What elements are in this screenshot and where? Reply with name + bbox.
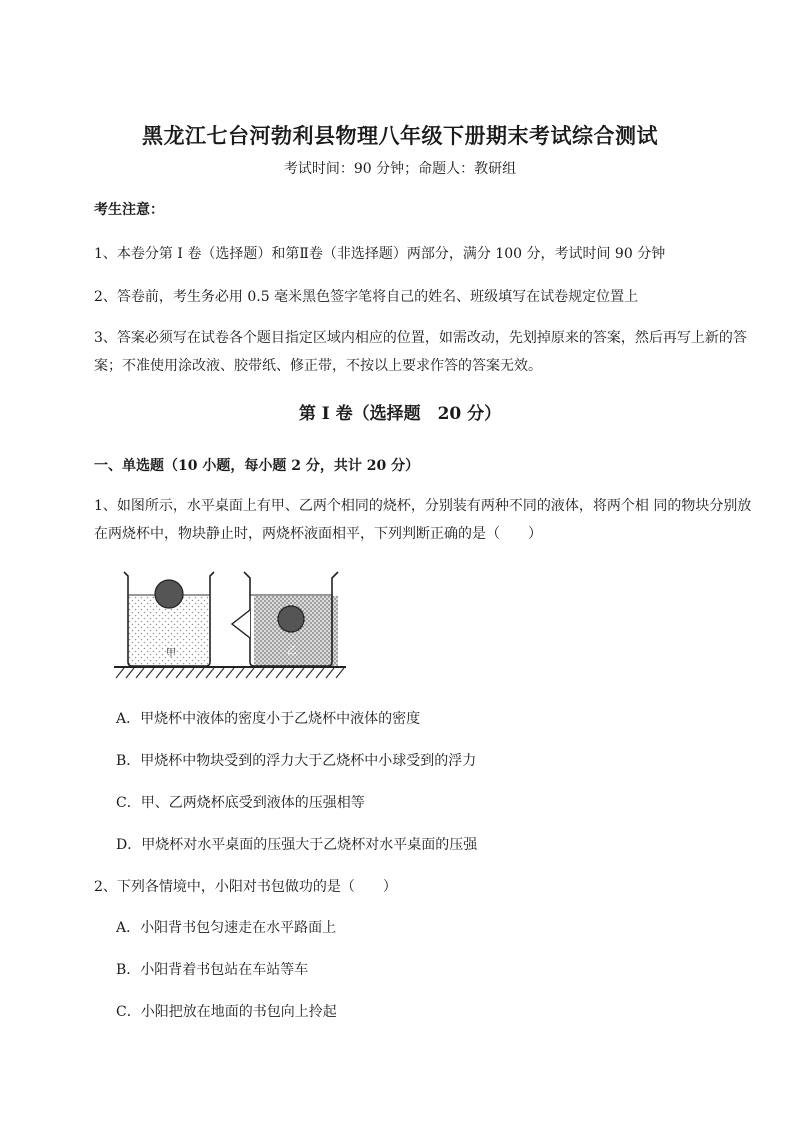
section-title: 第 I 卷（选择题 20 分） <box>298 404 502 424</box>
q1-option-a: A．甲烧杯中液体的密度小于乙烧杯中液体的密度 <box>116 711 421 727</box>
notice-item-3: 3、答案必须写在试卷各个题目指定区域内相应的位置，如需改动，先划掉原来的答案，然后再写上新的答案；不准使用涂改液、胶带纸、修正带，不按以上要求作答的答案无效。 <box>94 330 747 374</box>
q2-option-c: C．小阳把放在地面的书包向上拎起 <box>116 1004 337 1020</box>
notice-item-2: 2、答卷前，考生务必用 0.5 毫米黑色签字笔将自己的姓名、班级填写在试卷规定位置上 <box>94 289 639 305</box>
q2-option-a: A．小阳背书包匀速走在水平路面上 <box>116 920 337 936</box>
exam-info: 考试时间：90 分钟；命题人：教研组 <box>283 161 517 177</box>
table-surface <box>114 667 346 678</box>
beaker-jia-label: 甲 <box>166 648 176 659</box>
beakers-figure <box>110 566 350 682</box>
q2-option-b: B．小阳背着书包站在车站等车 <box>116 962 309 978</box>
notice-heading: 考生注意： <box>94 202 164 218</box>
notice-item-1: 1、本卷分第 I 卷（选择题）和第Ⅱ卷（非选择题）两部分，满分 100 分，考试时间 90 分钟 <box>94 246 666 262</box>
beaker-jia <box>124 572 214 666</box>
q1-option-b: B．甲烧杯中物块受到的浮力大于乙烧杯中小球受到的浮力 <box>116 753 477 769</box>
beaker-yi <box>232 572 338 666</box>
beaker-yi-label: 乙 <box>287 646 297 657</box>
question-2-stem: 2、下列各情境中，小阳对书包做功的是（ ） <box>94 879 397 895</box>
q1-option-c: C．甲、乙两烧杯底受到液体的压强相等 <box>116 795 365 811</box>
q1-option-d: D．甲烧杯对水平桌面的压强大于乙烧杯对水平桌面的压强 <box>116 837 478 853</box>
part-heading: 一、单选题（10 小题，每小题 2 分，共计 20 分） <box>94 458 420 474</box>
page-title: 黑龙江七台河勃利县物理八年级下册期末考试综合测试 <box>142 123 658 148</box>
question-1-stem: 1、如图所示，水平桌面上有甲、乙两个相同的烧杯，分别装有两种不同的液体，将两个相 同的物块分别放在两烧杯中，物块静止时，两烧杯液面相平，下列判断正确的是（ ） <box>94 498 752 542</box>
